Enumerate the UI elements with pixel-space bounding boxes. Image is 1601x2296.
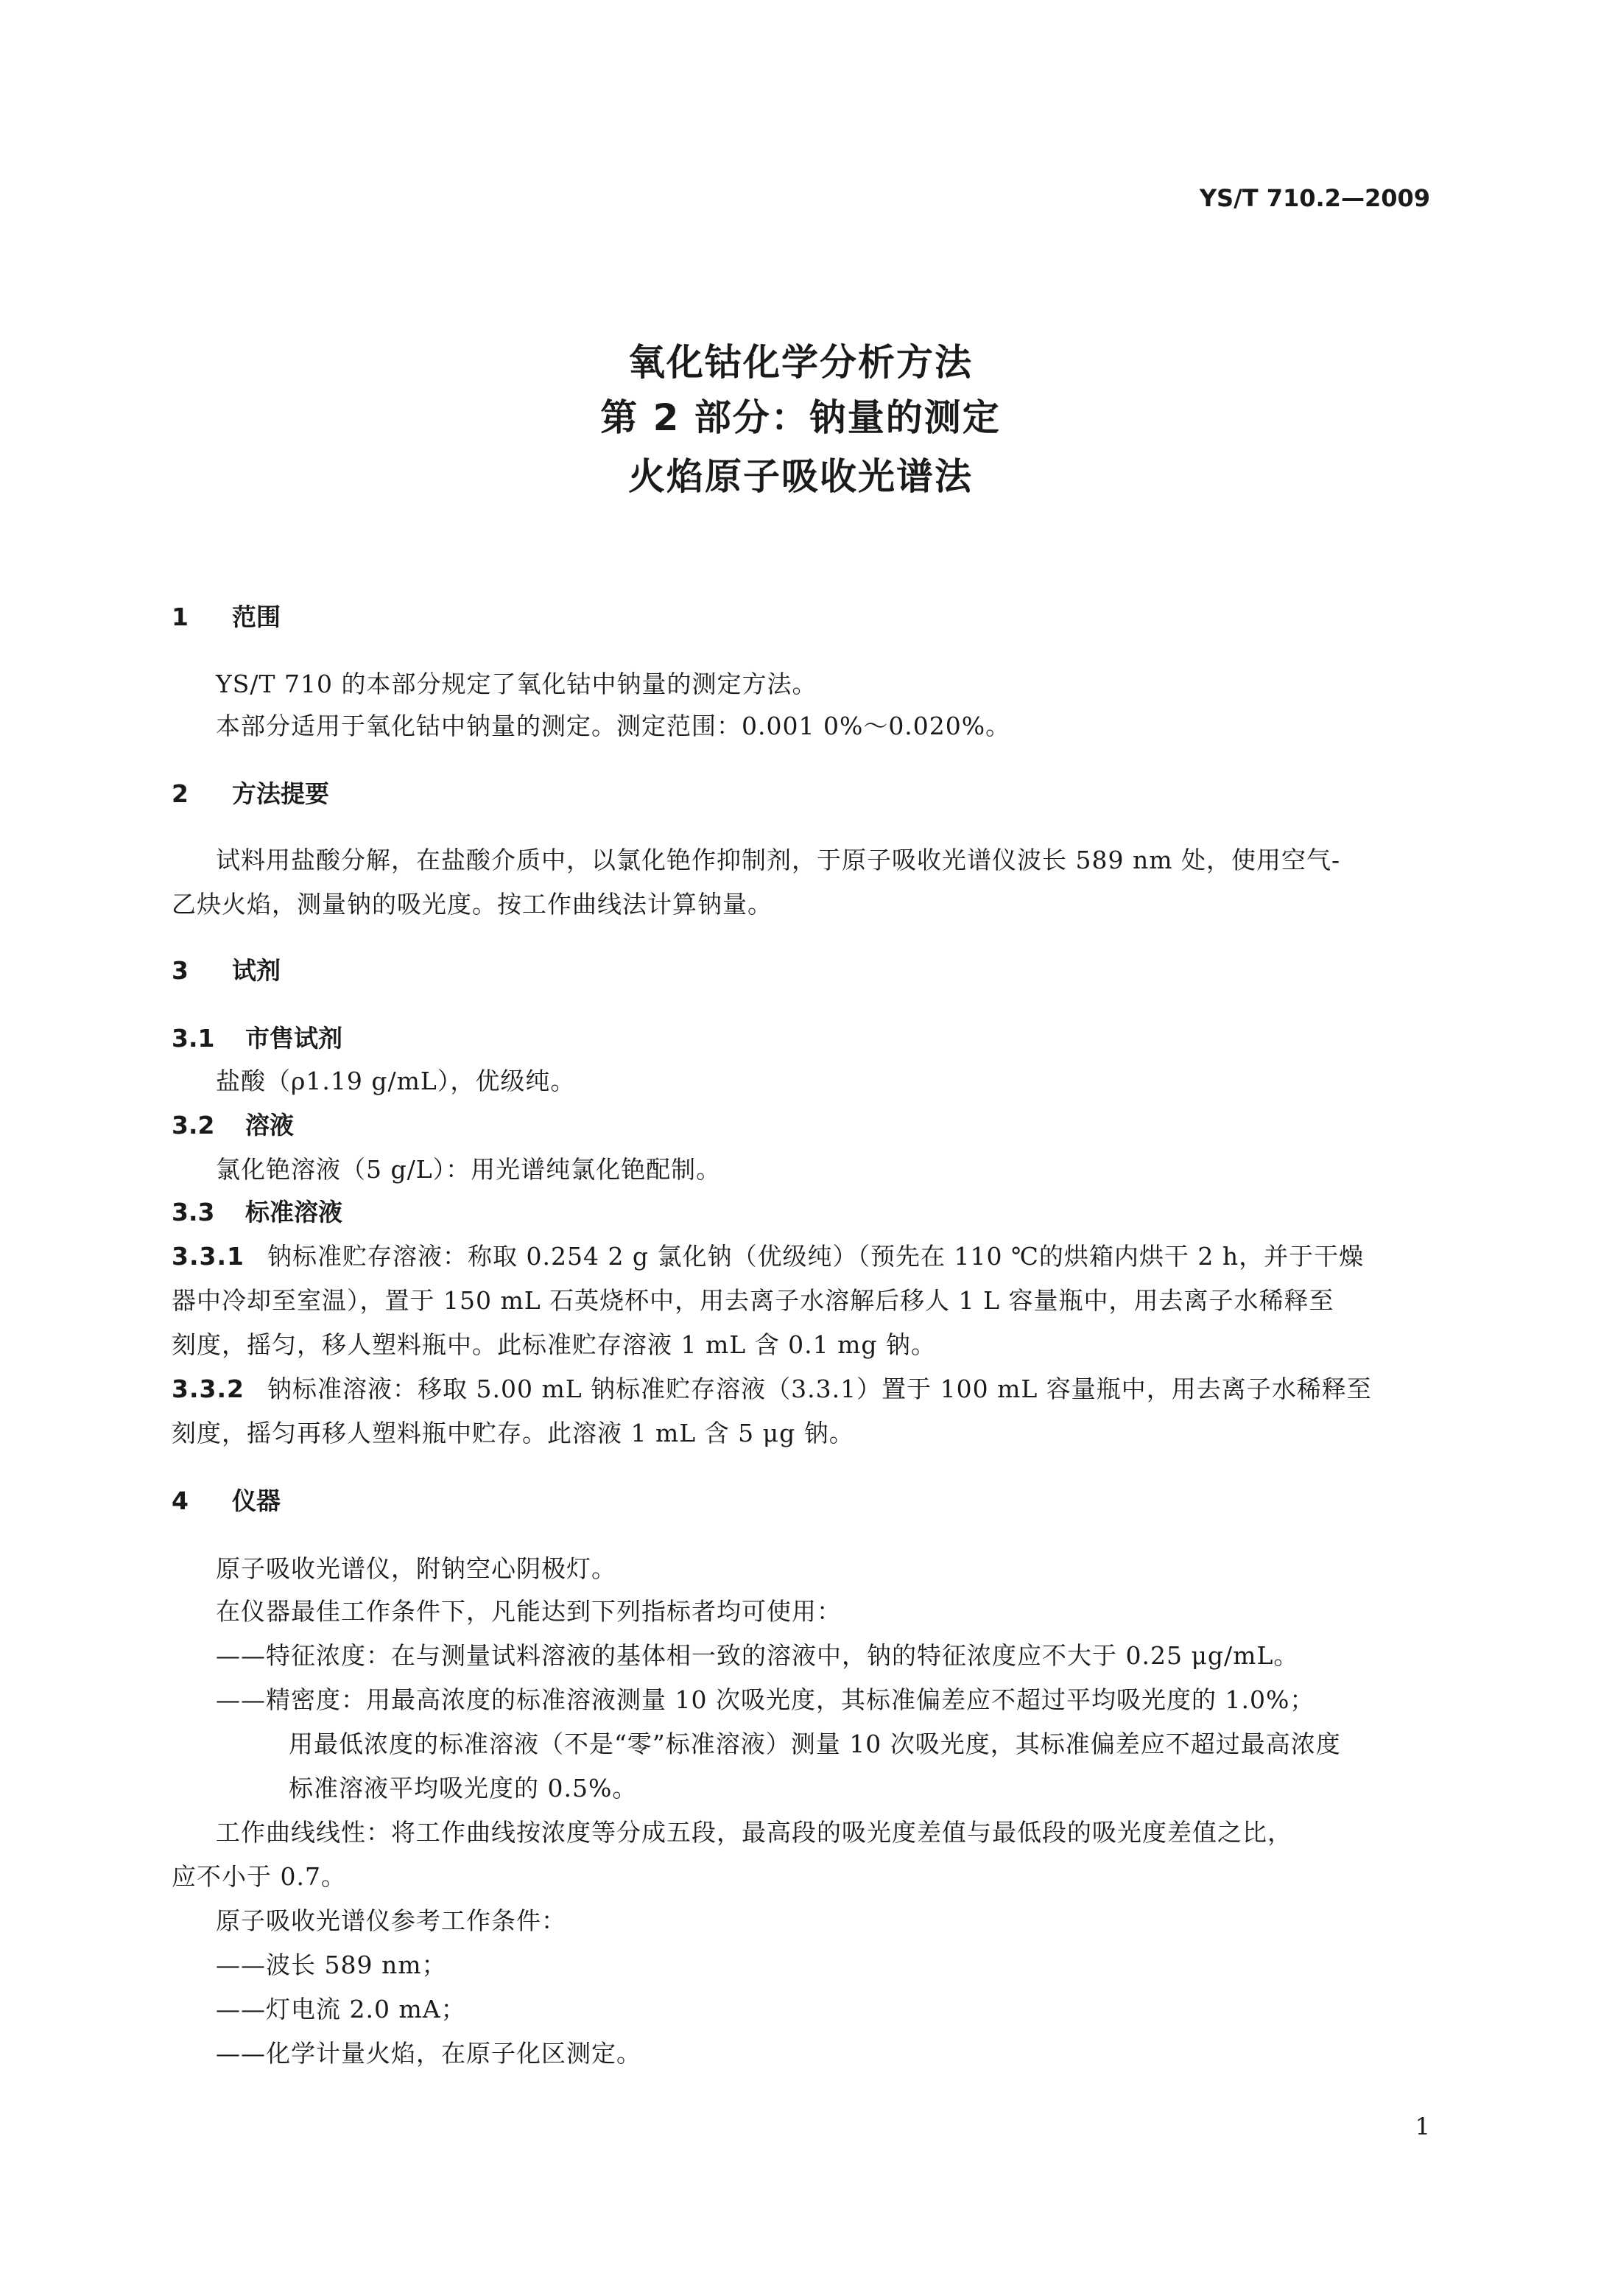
list-item: ——特征浓度：在与测量试料溶液的基体相一致的溶液中，钠的特征浓度应不大于 0.25 μg/mL。 (216, 1641, 1299, 1670)
title-line-3: 火焰原子吸收光谱法 (628, 455, 973, 498)
list-item-continuation: 用最低浓度的标准溶液（不是“零”标准溶液）测量 10 次吸光度，其标准偏差应不超过最高浓度 (289, 1730, 1341, 1758)
subsection-3-2-heading (172, 1106, 294, 1141)
paragraph: 工作曲线线性：将工作曲线按浓度等分成五段，最高段的吸光度差值与最低段的吸光度差值之比， (216, 1818, 1292, 1847)
subsection-title: 标准溶液 (245, 1198, 342, 1226)
paragraph: 乙炔火焰，测量钠的吸光度。按工作曲线法计算钠量。 (172, 890, 773, 919)
section-number: 1 (172, 603, 189, 631)
title-line-1: 氧化钴化学分析方法 (628, 341, 973, 384)
subsection-number: 3.3 (172, 1198, 215, 1226)
paragraph: 刻度，摇匀再移人塑料瓶中贮存。此溶液 1 mL 含 5 μg 钠。 (172, 1419, 854, 1447)
paragraph: 盐酸（ρ1.19 g/mL），优级纯。 (216, 1067, 576, 1095)
paragraph: 刻度，摇匀，移人塑料瓶中。此标准贮存溶液 1 mL 含 0.1 mg 钠。 (172, 1330, 937, 1359)
section-title: 试剂 (232, 956, 281, 985)
section-title: 范围 (232, 603, 281, 631)
clause-number: 3.3.2 (172, 1375, 244, 1403)
list-item-continuation: 标准溶液平均吸光度的 0.5%。 (289, 1774, 638, 1802)
list-item: ——化学计量火焰，在原子化区测定。 (216, 2039, 641, 2068)
section-3-heading (172, 952, 281, 986)
paragraph: 在仪器最佳工作条件下，凡能达到下列指标者均可使用： (216, 1597, 842, 1626)
clause-text: 钠标准贮存溶液：称取 0.254 2 g 氯化钠（优级纯）（预先在 110 ℃的烘箱内烘干 2 h，并于干燥 (267, 1242, 1365, 1271)
paragraph: 原子吸收光谱仪参考工作条件： (216, 1906, 566, 1935)
paragraph: 氯化铯溶液（5 g/L）：用光谱纯氯化铯配制。 (216, 1155, 722, 1184)
section-2-heading (172, 775, 329, 810)
section-number: 4 (172, 1486, 189, 1515)
section-1-heading (172, 598, 281, 633)
subsection-number: 3.1 (172, 1024, 215, 1053)
clause-3-3-2-line-1 (172, 1370, 1372, 1405)
clause-text: 钠标准溶液：移取 5.00 mL 钠标准贮存溶液（3.3.1）置于 100 mL 容量瓶中，用去离子水稀释至 (267, 1375, 1372, 1403)
list-item: ——波长 589 nm； (216, 1951, 447, 1979)
paragraph: 原子吸收光谱仪，附钠空心阴极灯。 (216, 1554, 616, 1583)
paragraph: 本部分适用于氧化钴中钠量的测定。测定范围：0.001 0%～0.020%。 (216, 712, 1011, 740)
subsection-title: 溶液 (245, 1111, 294, 1140)
section-title: 方法提要 (232, 779, 329, 808)
paragraph: 试料用盐酸分解，在盐酸介质中，以氯化铯作抑制剂，于原子吸收光谱仪波长 589 nm 处，使用空气- (216, 846, 1341, 874)
section-4-heading (172, 1482, 281, 1517)
clause-number: 3.3.1 (172, 1242, 244, 1271)
subsection-3-1-heading (172, 1019, 342, 1054)
section-number: 2 (172, 779, 189, 808)
subsection-title: 市售试剂 (245, 1024, 342, 1053)
section-title: 仪器 (232, 1486, 281, 1515)
list-item: ——灯电流 2.0 mA； (216, 1995, 466, 2023)
paragraph: YS/T 710 的本部分规定了氧化钴中钠量的测定方法。 (216, 670, 817, 698)
paragraph: 器中冷却至室温），置于 150 mL 石英烧杯中，用去离子水溶解后移人 1 L 容量瓶中，用去离子水稀释至 (172, 1286, 1334, 1315)
subsection-number: 3.2 (172, 1111, 215, 1140)
subsection-3-3-heading (172, 1193, 342, 1228)
paragraph: 应不小于 0.7。 (172, 1862, 346, 1891)
list-item: ——精密度：用最高浓度的标准溶液测量 10 次吸光度，其标准偏差应不超过平均吸光度的 1.0%； (216, 1685, 1315, 1714)
page-number: 1 (1415, 2113, 1430, 2141)
section-number: 3 (172, 956, 189, 985)
title-line-2: 第 2 部分：钠量的测定 (600, 396, 1001, 439)
clause-3-3-1-line-1 (172, 1237, 1364, 1272)
standard-number: YS/T 710.2—2009 (1199, 184, 1430, 212)
